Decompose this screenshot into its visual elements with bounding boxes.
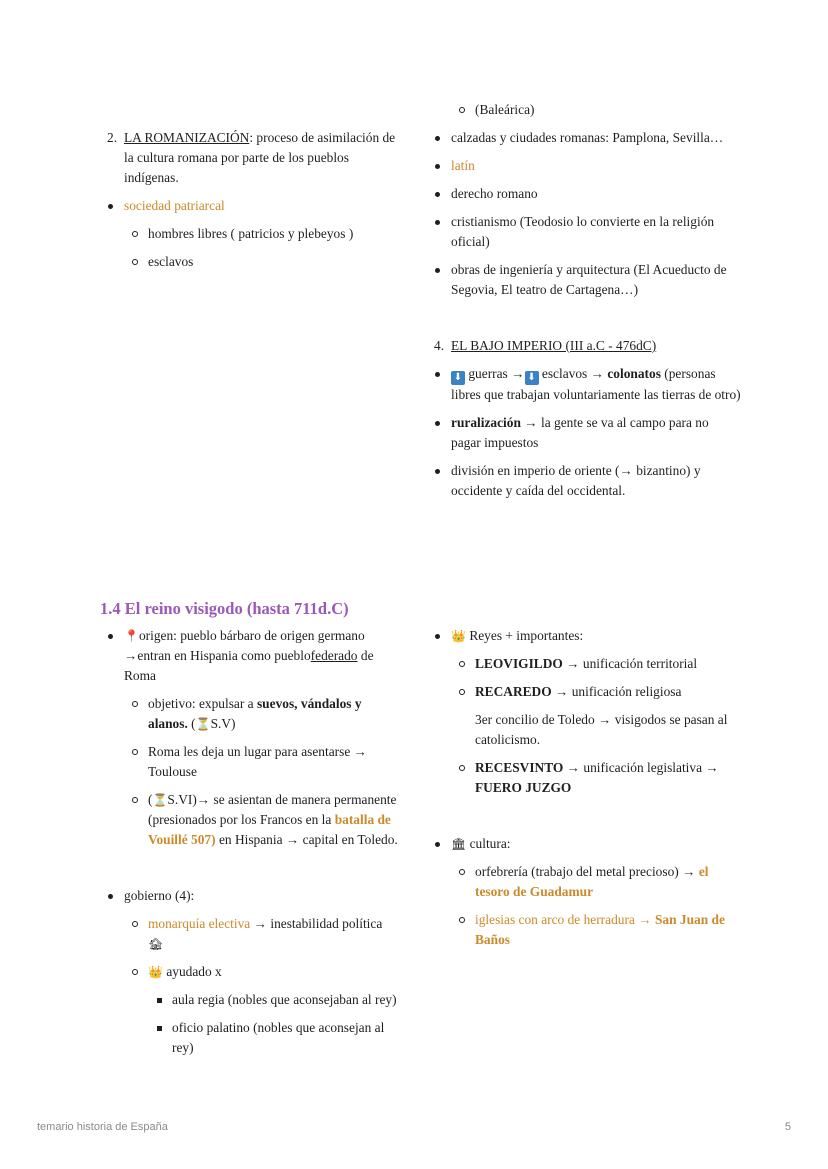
down-arrow-icon: ⬇ — [451, 371, 465, 385]
crown-icon: 👑 — [148, 965, 163, 979]
bajo-imperio-title: EL BAJO IMPERIO (III a.C - 476dC) — [451, 338, 657, 353]
list-item: latín — [451, 156, 741, 176]
item-bold: ruralización — [451, 415, 521, 430]
footer-title: temario historia de España — [37, 1121, 168, 1133]
section-heading: 1.4 El reino visigodo (hasta 711d.C) — [100, 599, 349, 618]
list-item: aula regia (nobles que aconsejaban al rey) — [172, 990, 404, 1010]
king-name: LEOVIGILDO — [475, 656, 563, 671]
list-item — [148, 914, 404, 954]
romanizacion-text: : proceso de asimilación de la cultura romana por parte de los pueblos indígenas. — [124, 130, 396, 185]
pin-icon: 📍 — [124, 629, 139, 643]
list-item — [148, 962, 404, 982]
list-item — [148, 694, 404, 734]
item-text: → inestabilidad política — [253, 916, 383, 931]
bajo-imperio-heading — [434, 336, 741, 356]
item-orange: iglesias con arco de herradura → — [475, 912, 652, 927]
list-item: derecho romano — [451, 184, 741, 204]
item-text: origen: pueblo bárbaro de origen germano →entran en Hispania como pueblo — [124, 628, 365, 663]
left-top-column — [107, 128, 404, 272]
down-arrow-icon: ⬇ — [525, 371, 539, 385]
list-item: obras de ingeniería y arquitectura (El Acueducto de Segovia, El teatro de Cartagena…) — [451, 260, 741, 300]
item-bold: colonatos — [607, 366, 661, 381]
left-bottom-column — [124, 626, 404, 1058]
item-text: → unificación territorial — [566, 656, 698, 671]
list-item: oficio palatino (nobles que aconsejan al rey) — [172, 1018, 404, 1058]
origen-item — [124, 626, 404, 686]
item-text: esclavos → — [541, 366, 604, 381]
item-text: → unificación religiosa — [555, 684, 682, 699]
item-text: ( — [191, 716, 196, 731]
item-underline: federado — [310, 648, 358, 663]
item-bold: suevos, vándalos y alanos. — [148, 696, 362, 731]
item-text: ( — [148, 792, 153, 807]
romanizacion-item — [107, 128, 404, 188]
item-text: S.V) — [210, 716, 236, 731]
item-text: Reyes + importantes: — [469, 628, 584, 643]
list-item — [451, 413, 741, 453]
right-top-column — [434, 100, 741, 501]
right-bottom-column — [451, 626, 741, 950]
item-text: ayudado x — [166, 964, 222, 979]
list-number: 4. — [434, 338, 445, 353]
crown-icon: 👑 — [451, 629, 466, 643]
cultura-item — [451, 834, 741, 854]
sociedad-item: sociedad patriarcal — [124, 196, 404, 216]
romanizacion-title: LA ROMANIZACIÓN — [124, 130, 250, 145]
fuero-juzgo: FUERO JUZGO — [475, 780, 572, 795]
list-item — [475, 654, 741, 674]
list-item: (Baleárica) — [475, 100, 741, 120]
list-item: Roma les deja un lugar para asentarse → Toulouse — [148, 742, 404, 782]
item-text: → la gente se va al campo para no pagar impuestos — [451, 415, 709, 450]
list-item — [148, 790, 404, 850]
hourglass-icon: ⏳ — [195, 717, 211, 731]
list-item — [451, 364, 741, 405]
item-orange-bold: San Juan de Baños — [475, 912, 725, 947]
king-name: RECAREDO — [475, 684, 552, 699]
item-orange-bold: el tesoro de Guadamur — [475, 864, 709, 899]
item-text: objetivo: expulsar a — [148, 696, 254, 711]
item-text: en Hispania → capital en Toledo. — [218, 832, 398, 847]
item-text: orfebrería (trabajo del metal precioso) → — [475, 864, 696, 879]
hourglass-icon: ⏳ — [152, 793, 168, 807]
page-number: 5 — [784, 1121, 791, 1133]
list-item: cristianismo (Teodosio lo convierte en la religión oficial) — [451, 212, 741, 252]
item-text: guerras → — [468, 366, 525, 381]
reyes-item — [451, 626, 741, 646]
concilio-text: 3er concilio de Toledo → visigodos se pasan al catolicismo. — [475, 712, 728, 747]
gobierno-item: gobierno (4): — [124, 886, 404, 906]
battle-text: batalla de Vouillé 507) — [148, 812, 391, 847]
item-text: cultura: — [469, 836, 511, 851]
list-item — [475, 910, 741, 950]
list-number: 2. — [107, 130, 118, 145]
list-item — [475, 862, 741, 902]
list-item: esclavos — [148, 252, 404, 272]
king-name: RECESVINTO — [475, 760, 564, 775]
item-text: S.VI)→ se asientan de manera permanente (presionados por los Francos en la — [148, 792, 397, 827]
list-item: división en imperio de oriente (→ bizantino) y occidente y caída del occidental. — [451, 461, 741, 501]
item-text: de Roma — [124, 648, 374, 683]
list-item: calzadas y ciudades romanas: Pamplona, Sevilla… — [451, 128, 741, 148]
list-item — [475, 682, 741, 702]
item-text: → unificación legislativa → — [566, 760, 719, 775]
item-orange: monarquía electiva — [148, 916, 251, 931]
house-icon: 🏚 — [148, 937, 164, 951]
list-item: hombres libres ( patricios y plebeyos ) — [148, 224, 404, 244]
list-item — [475, 758, 741, 798]
temple-icon: 🏛 — [451, 837, 467, 851]
item-text: (personas libres que trabajan voluntariamente las tierras de otro) — [451, 366, 741, 402]
